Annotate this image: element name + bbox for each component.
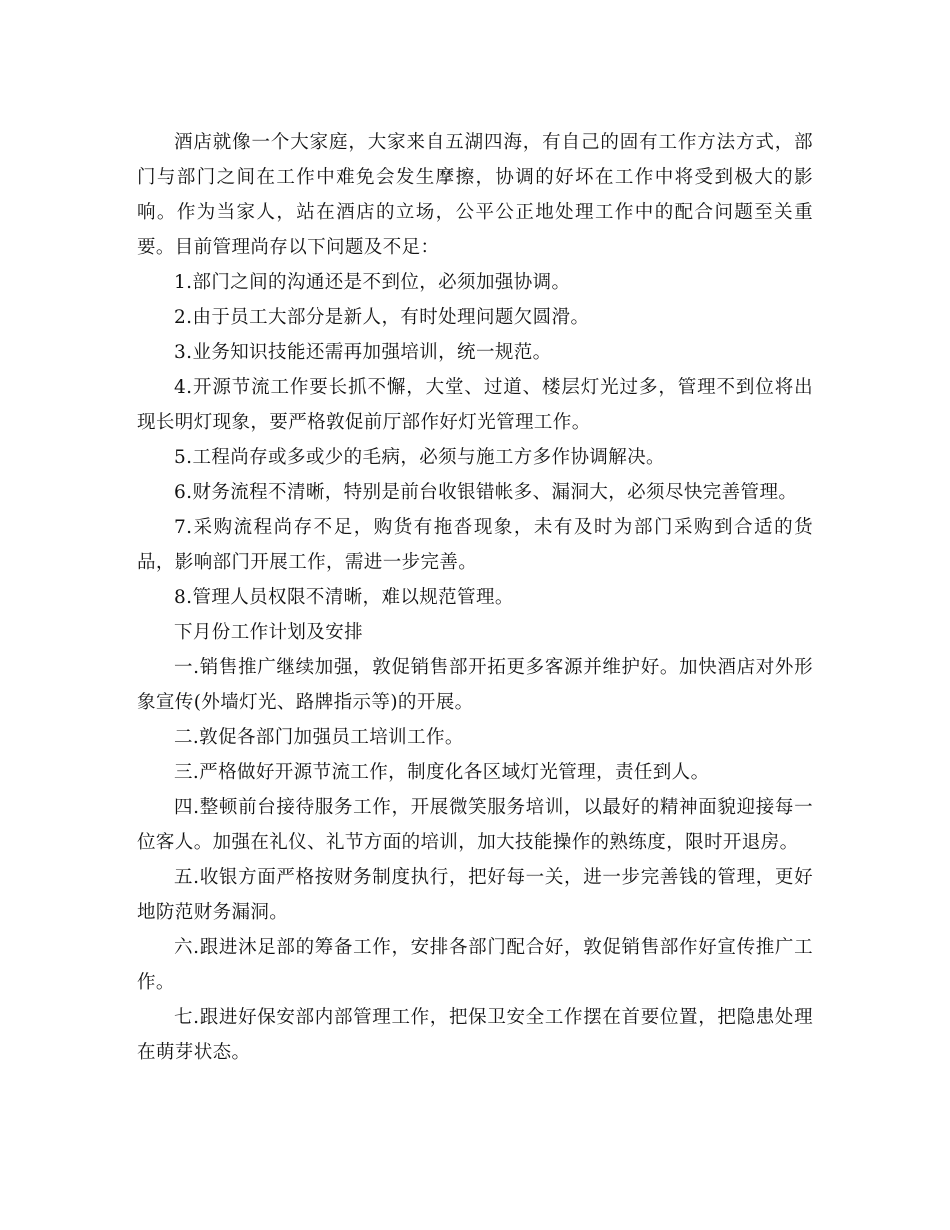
plan-item-6: 六.跟进沐足部的筹备工作，安排各部门配合好，敦促销售部作好宣传推广工作。 bbox=[137, 937, 813, 993]
problem-item-5: 5.工程尚存或多或少的毛病，必须与施工方多作协调解决。 bbox=[174, 447, 665, 468]
problem-item-2: 2.由于员工大部分是新人，有时处理问题欠圆滑。 bbox=[174, 307, 590, 328]
plan-item-7: 七.跟进好保安部内部管理工作，把保卫安全工作摆在首要位置，把隐患处理在萌芽状态。 bbox=[137, 1007, 813, 1063]
problem-item-8: 8.管理人员权限不清晰，难以规范管理。 bbox=[174, 587, 514, 608]
plan-item-2: 二.敦促各部门加强员工培训工作。 bbox=[174, 727, 464, 748]
document-body bbox=[137, 125, 813, 1070]
problem-item-3: 3.业务知识技能还需再加强培训，统一规范。 bbox=[174, 342, 552, 363]
problem-item-4: 4.开源节流工作要长抓不懈，大堂、过道、楼层灯光过多，管理不到位将出现长明灯现象，要严格敦促前厅部作好灯光管理工作。 bbox=[137, 377, 813, 433]
problem-item-1: 1.部门之间的沟通还是不到位，必须加强协调。 bbox=[174, 272, 571, 293]
plan-heading: 下月份工作计划及安排 bbox=[174, 622, 364, 643]
plan-item-5: 五.收银方面严格按财务制度执行，把好每一关，进一步完善钱的管理，更好地防范财务漏洞。 bbox=[137, 867, 813, 923]
plan-item-4: 四.整顿前台接待服务工作，开展微笑服务培训，以最好的精神面貌迎接每一位客人。加强在礼仪、礼节方面的培训，加大技能操作的熟练度，限时开退房。 bbox=[137, 797, 813, 853]
problem-item-7: 7.采购流程尚存不足，购货有拖沓现象，未有及时为部门采购到合适的货品，影响部门开展工作，需进一步完善。 bbox=[137, 517, 813, 573]
intro-paragraph: 酒店就像一个大家庭，大家来自五湖四海，有自己的固有工作方法方式，部门与部门之间在工作中难免会发生摩擦，协调的好坏在工作中将受到极大的影响。作为当家人，站在酒店的立场，公平公正地处理工作中的配合问题至关重要。目前管理尚存以下问题及不足： bbox=[137, 132, 813, 258]
plan-item-1: 一.销售推广继续加强，敦促销售部开拓更多客源并维护好。加快酒店对外形象宣传(外墙灯光、路牌指示等)的开展。 bbox=[137, 657, 813, 713]
plan-item-3: 三.严格做好开源节流工作，制度化各区域灯光管理，责任到人。 bbox=[174, 762, 710, 783]
problem-item-6: 6.财务流程不清晰，特别是前台收银错帐多、漏洞大，必须尽快完善管理。 bbox=[174, 482, 798, 503]
